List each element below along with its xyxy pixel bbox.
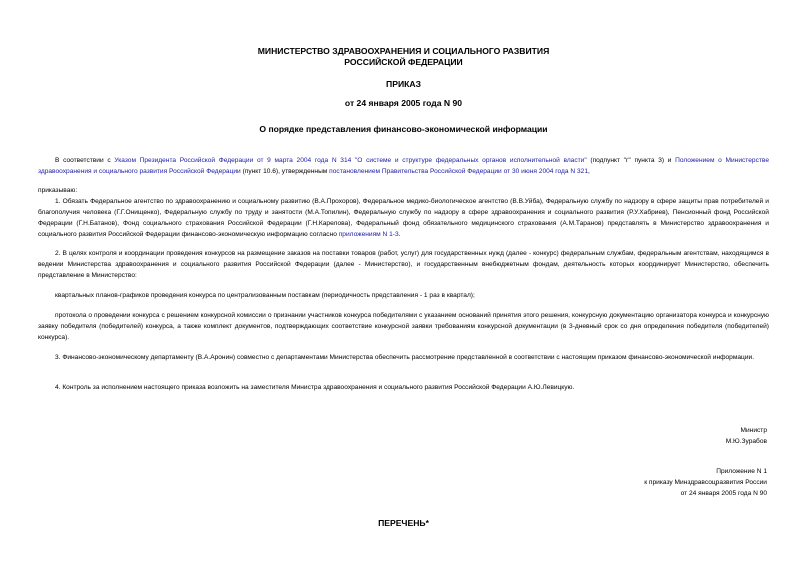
preamble-paragraph xyxy=(38,155,769,177)
appendices-link[interactable]: приложениям N 1-3 xyxy=(338,231,399,238)
regulation-link[interactable]: Положением о Министерстве здравоохранения и социального развития Российской Федерации xyxy=(38,157,769,175)
item-3-paragraph: 3. Финансово-экономическому департаменту (В.А.Аронин) совместно с департаментами Министерства обеспечить рассмотрение представленной в соответствии с настоящим приказом финансово-экономической информации. xyxy=(55,354,755,361)
item-1-text: 1. Обязать Федеральное агентство по здравоохранению и социальному развитию (В.А.Прохоров), Федеральное медико-биологическое агентство (В.В.Уйба), Федеральную службу по надзору в сфере защиты прав потребителей и благополучия человека (Г.Г.Онищенко), Федеральную службу по труду и занятости (М.А.Топилин), Федеральную службу по надзору в сфере здравоохранения и социального развития (Р.У.Хабриев), Пенсионный фонд Российской Федерации (Г.Н.Батанов), Фонд социального страхования Российской Федерации (Г.Н.Карелова), Федеральный фонд обязательного медицинского страхования (А.М.Таранов) представлять в Министерство здравоохранения и социального развития Российской Федерации финансово-экономическую информацию согласно xyxy=(38,198,769,238)
appendix-line-2: к приказу Минздравсоцразвития России xyxy=(644,479,767,486)
ministry-line-1: МИНИСТЕРСТВО ЗДРАВООХРАНЕНИЯ И СОЦИАЛЬНОГО РАЗВИТИЯ xyxy=(257,46,550,56)
ministry-line-2: РОССИЙСКОЙ ФЕДЕРАЦИИ xyxy=(344,57,463,67)
doc-title: О порядке представления финансово-экономической информации xyxy=(259,124,548,134)
item-4-paragraph: 4. Контроль за исполнением настоящего приказа возложить на заместителя Министра здравоохранения и социального развития Российской Федерации А.Ю.Левицкую. xyxy=(55,384,575,391)
signature-position: Министр xyxy=(740,427,767,434)
doc-type: ПРИКАЗ xyxy=(386,79,421,89)
appendix-line-1: Приложение N 1 xyxy=(716,468,767,475)
decree-link[interactable]: Указом Президента Российской Федерации от 9 марта 2004 года N 314 "О системе и структуре федеральных органов исполнительной власти" xyxy=(114,157,587,164)
order-word: приказываю: xyxy=(38,187,78,194)
preamble-text-4: , xyxy=(588,168,590,175)
item-1-end: . xyxy=(398,231,401,238)
preamble-text-2: (подпункт "г" пункта 3) и xyxy=(586,157,676,164)
signature-name: М.Ю.Зурабов xyxy=(725,438,767,445)
preamble-text-1: В соответствии с xyxy=(55,157,115,164)
item-2-sub-2: протокола о проведении конкурса с решением конкурсной комиссии о признании участников конкурса победителями с указанием оснований принятия этого решения, конкурсную документацию организатора конкурса и конкурсную заявку победителя (победителей) конкурса, а также комплект документов, подтверждающих соответствие конкурсной заявки требованиям конкурсной документации (в 3-дневный срок со дня определения победителя (победителей) конкурса). xyxy=(38,312,769,341)
item-2-sub-1: квартальных планов-графиков проведения конкурса по централизованным поставкам (периодичность представления - 1 раз в квартал); xyxy=(55,292,475,299)
doc-date: от 24 января 2005 года N 90 xyxy=(344,98,463,108)
item-2-paragraph: 2. В целях контроля и координации проведения конкурсов на размещение заказов на поставки товаров (работ, услуг) для государственных нужд (далее - конкурс) федеральным службам, федеральным агентствам, находящимся в ведении Министерства здравоохранения и социального развития Российской Федерации (далее - Министерство), и государственным внебюджетным фондам, деятельность которых координирует Министерство, обеспечить представление в Министерство: xyxy=(38,250,769,279)
list-title: ПЕРЕЧЕНЬ* xyxy=(378,518,429,528)
item-1-paragraph xyxy=(38,196,769,240)
preamble-text-3: (пункт 10.6), утвержденным xyxy=(240,168,330,175)
appendix-line-3: от 24 января 2005 года N 90 xyxy=(680,490,767,497)
resolution-link[interactable]: постановлением Правительства Российской Федерации от 30 июня 2004 года N 321 xyxy=(329,168,589,175)
